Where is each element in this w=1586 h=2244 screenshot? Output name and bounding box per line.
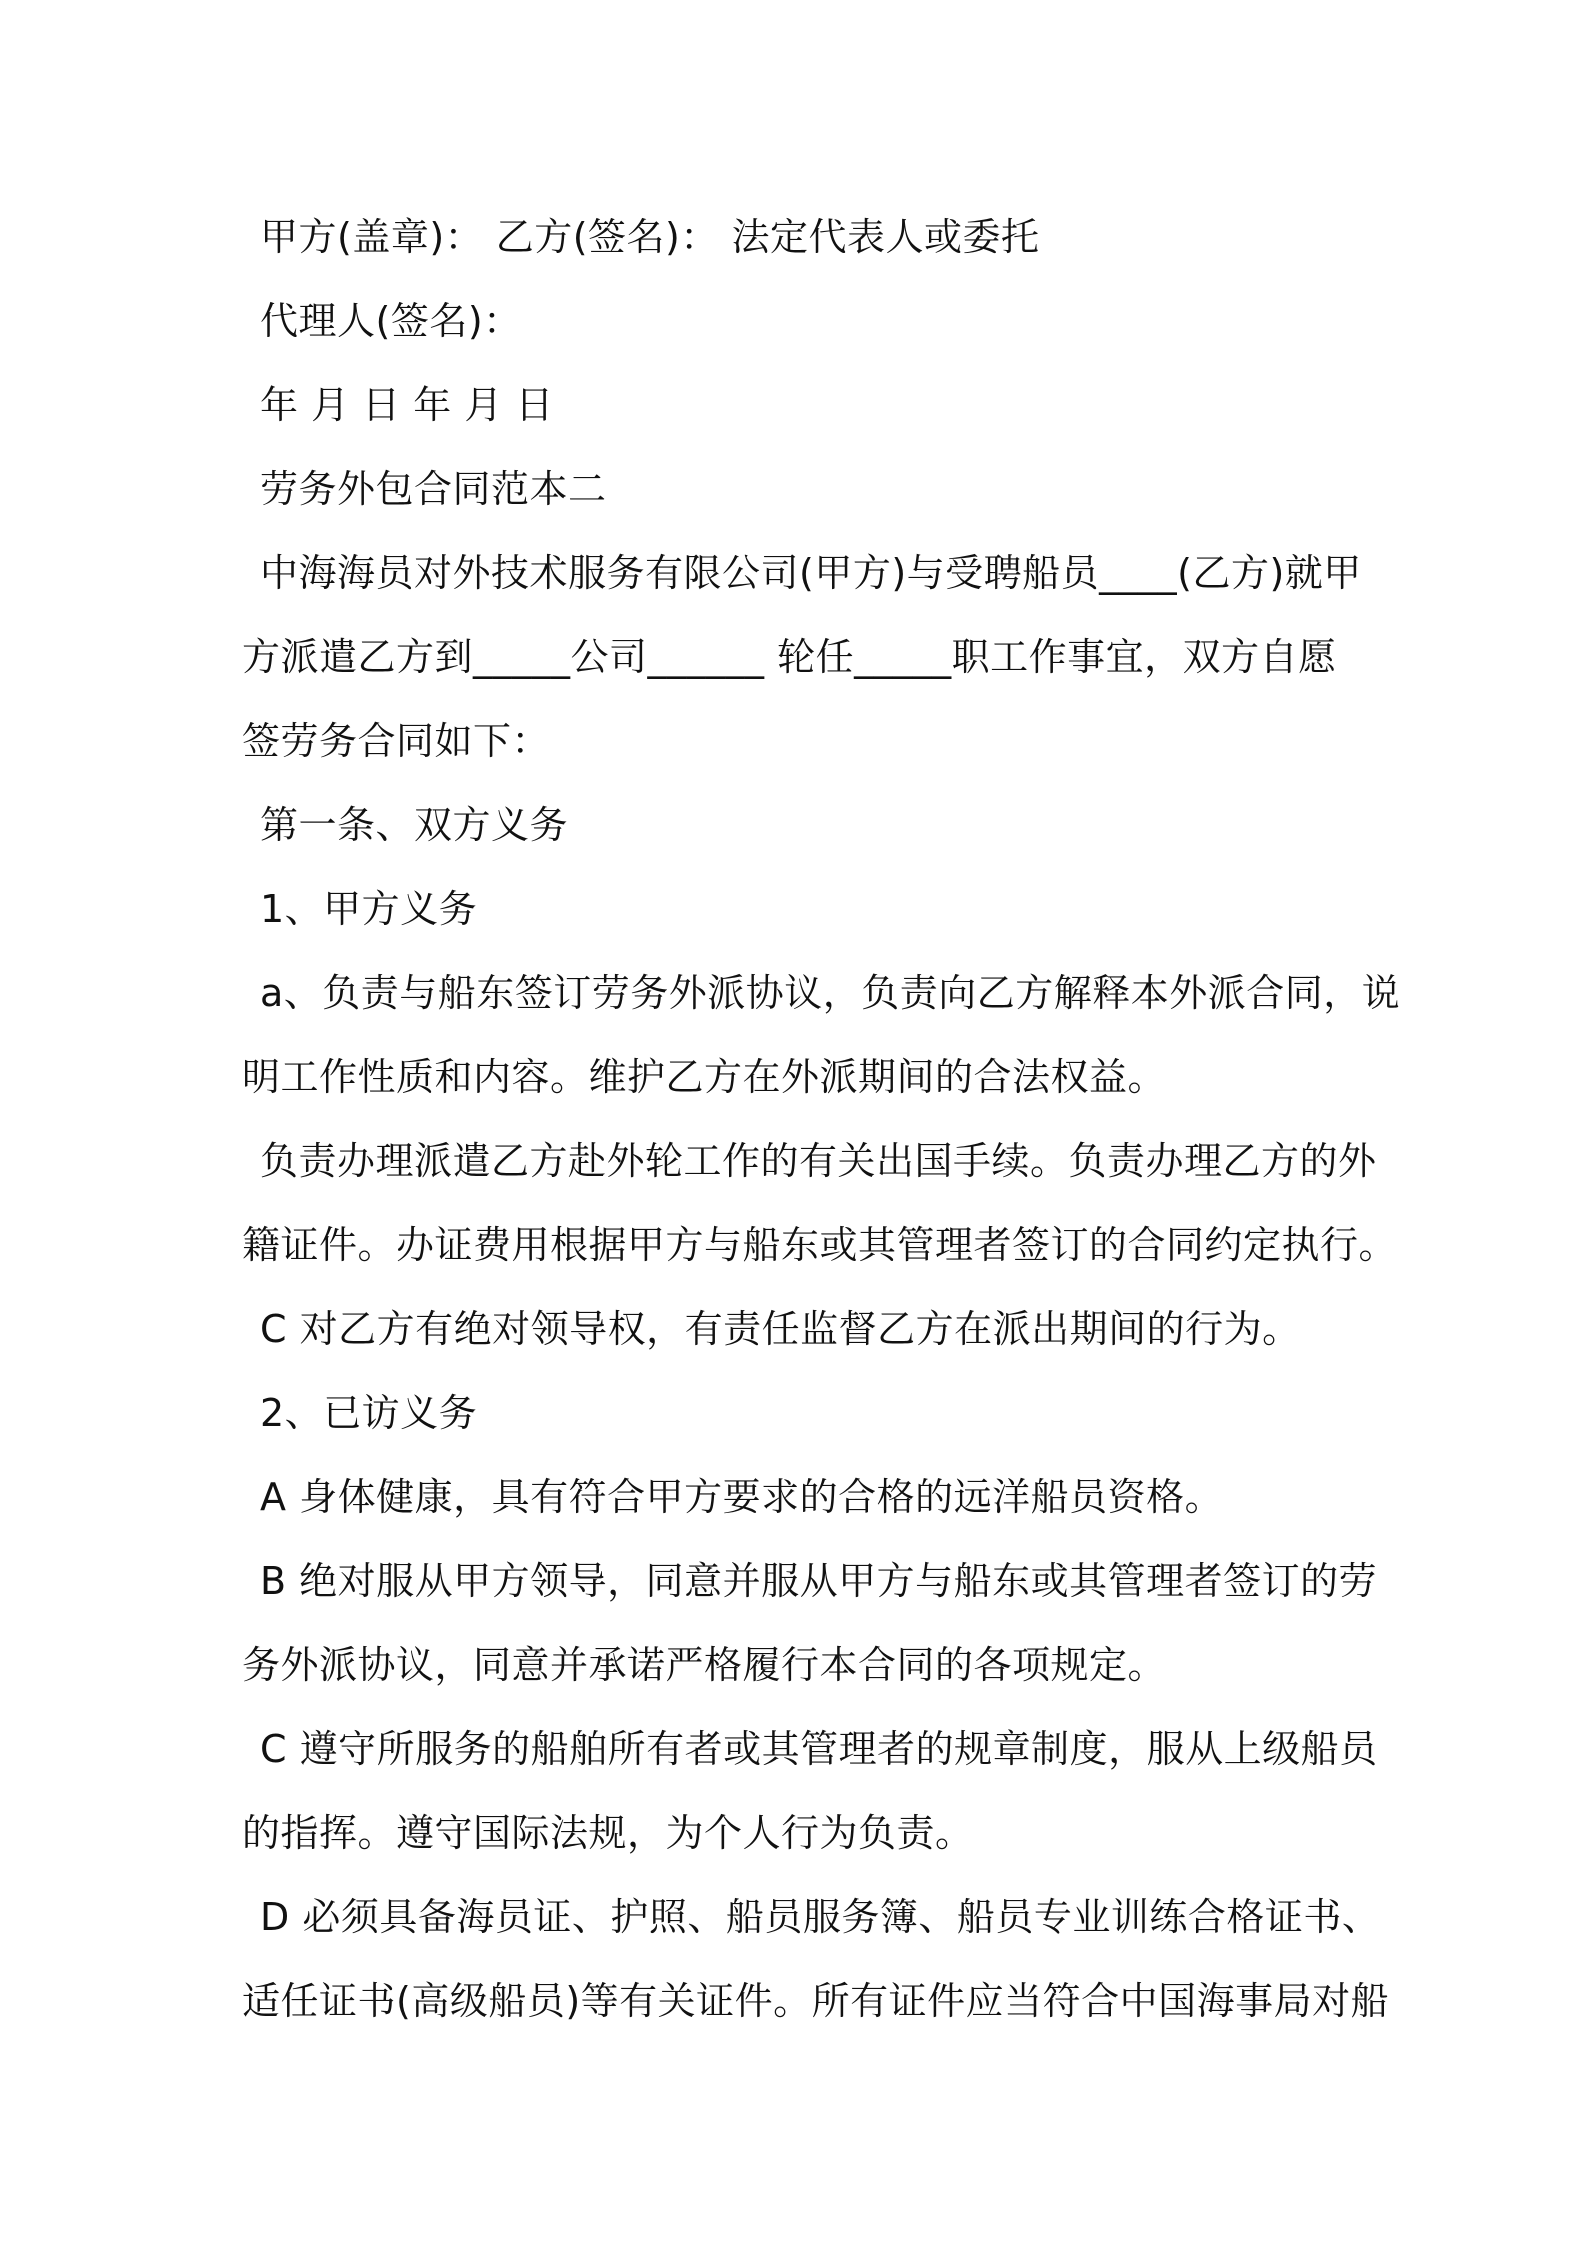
subsection-heading: 1、甲方义务 bbox=[260, 887, 478, 931]
paragraph-line: 籍证件。办证费用根据甲方与船东或其管理者签订的合同约定执行。 bbox=[242, 1223, 1398, 1267]
paragraph-line: D 必须具备海员证、护照、船员服务簿、船员专业训练合格证书、 bbox=[260, 1895, 1381, 1939]
paragraph-line: C 对乙方有绝对领导权，有责任监督乙方在派出期间的行为。 bbox=[260, 1307, 1301, 1351]
paragraph-line: B 绝对服从甲方领导，同意并服从甲方与船东或其管理者签订的劳 bbox=[260, 1559, 1378, 1603]
paragraph-line: 明工作性质和内容。维护乙方在外派期间的合法权益。 bbox=[242, 1055, 1167, 1099]
paragraph-line: 的指挥。遵守国际法规，为个人行为负责。 bbox=[242, 1811, 974, 1855]
section-title: 劳务外包合同范本二 bbox=[260, 467, 607, 511]
paragraph-line: 适任证书(高级船员)等有关证件。所有证件应当符合中国海事局对船 bbox=[242, 1979, 1390, 2023]
paragraph-line: A 身体健康，具有符合甲方要求的合格的远洋船员资格。 bbox=[260, 1475, 1224, 1519]
date-line: 年 月 日 年 月 日 bbox=[260, 383, 554, 427]
paragraph-line: 中海海员对外技术服务有限公司(甲方)与受聘船员____(乙方)就甲 bbox=[260, 551, 1362, 595]
paragraph-line: C 遵守所服务的船舶所有者或其管理者的规章制度，服从上级船员 bbox=[260, 1727, 1378, 1771]
paragraph-line: 负责办理派遣乙方赴外轮工作的有关出国手续。负责办理乙方的外 bbox=[260, 1139, 1377, 1183]
article-heading: 第一条、双方义务 bbox=[260, 803, 569, 847]
paragraph-line: 务外派协议，同意并承诺严格履行本合同的各项规定。 bbox=[242, 1643, 1167, 1687]
paragraph-line: 签劳务合同如下： bbox=[242, 719, 551, 763]
agent-signature-line: 代理人(签名)： bbox=[260, 299, 522, 343]
paragraph-line: 方派遣乙方到_____公司______ 轮任_____职工作事宜，双方自愿 bbox=[242, 635, 1337, 679]
signature-line: 甲方(盖章)： 乙方(签名)： 法定代表人或委托 bbox=[260, 215, 1040, 259]
paragraph-line: a、负责与船东签订劳务外派协议，负责向乙方解释本外派合同，说 bbox=[260, 971, 1401, 1015]
document-body bbox=[242, 195, 1401, 2043]
subsection-heading: 2、已访义务 bbox=[260, 1391, 478, 1435]
